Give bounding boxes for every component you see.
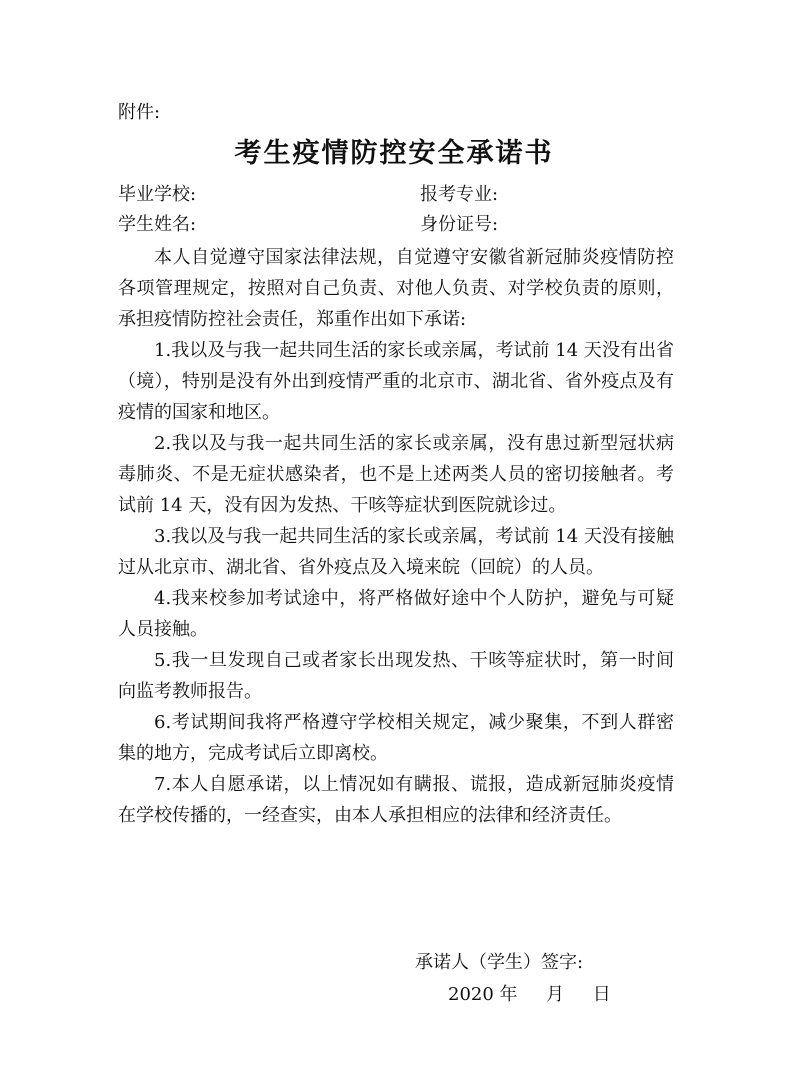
commitment-item-5: 5.我一旦发现自己或者家长出现发热、干咳等症状时，第一时间向监考教师报告。: [118, 650, 674, 702]
school-field-label: 毕业学校:: [118, 184, 197, 205]
date-line: 2020 年 月 日: [448, 984, 611, 1005]
major-field-label: 报考专业:: [420, 184, 499, 205]
document-title: 考生疫情防控安全承诺书: [234, 138, 554, 169]
commitment-body: [118, 242, 674, 831]
attachment-label: 附件:: [118, 102, 161, 123]
commitment-item-1: 1.我以及与我一起共同生活的家长或亲属，考试前 14 天没有出省（境），特别是没有外出到疫情严重的北京市、湖北省、省外疫点及有疫情的国家和地区。: [118, 340, 674, 423]
commitment-item-2: 2.我以及与我一起共同生活的家长或亲属，没有患过新型冠状病毒肺炎、不是无症状感染者，也不是上述两类人员的密切接触者。考试前 14 天，没有因为发热、干咳等症状到医院就诊过。: [118, 433, 674, 516]
commitment-item-6: 6.考试期间我将严格遵守学校相关规定，减少聚集，不到人群密集的地方，完成考试后立即离校。: [118, 712, 674, 764]
commitment-item-4: 4.我来校参加考试途中，将严格做好途中个人防护，避免与可疑人员接触。: [118, 588, 674, 640]
signature-label: 承诺人（学生）签字:: [415, 952, 584, 973]
name-field-label: 学生姓名:: [118, 214, 197, 235]
intro-paragraph: 本人自觉遵守国家法律法规，自觉遵守安徽省新冠肺炎疫情防控各项管理规定，按照对自己负责、对他人负责、对学校负责的原则，承担疫情防控社会责任，郑重作出如下承诺:: [118, 247, 674, 330]
field-row-name-id: [118, 212, 678, 238]
commitment-item-7: 7.本人自愿承诺，以上情况如有瞒报、谎报，造成新冠肺炎疫情在学校传播的，一经查实，由本人承担相应的法律和经济责任。: [118, 774, 674, 826]
id-number-field-label: 身份证号:: [420, 214, 499, 235]
commitment-item-3: 3.我以及与我一起共同生活的家长或亲属，考试前 14 天没有接触过从北京市、湖北省、省外疫点及入境来皖（回皖）的人员。: [118, 526, 674, 578]
field-row-school-major: [118, 182, 678, 208]
